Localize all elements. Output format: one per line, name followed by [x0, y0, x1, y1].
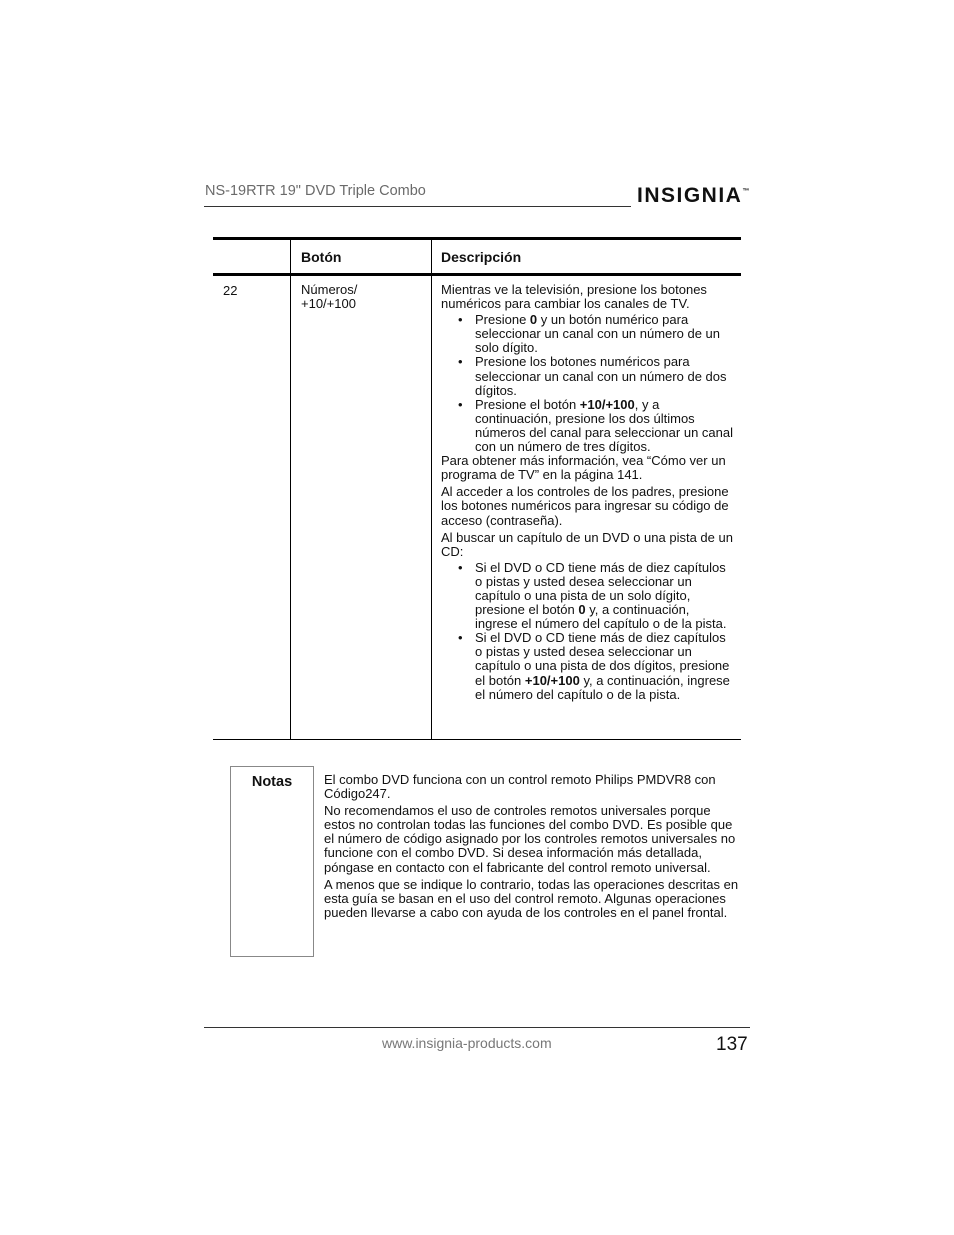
row-description [432, 276, 741, 739]
table-bottom-rule [213, 739, 741, 740]
notes-label: Notas [230, 766, 314, 957]
bullet-text: Presione el botón [475, 396, 580, 412]
page-number: 137 [716, 1034, 748, 1055]
description-intro: Mientras ve la televisión, presione los botones numéricos para cambiar los canales de TV. [441, 282, 707, 312]
button-description-table [213, 237, 741, 740]
bullet-text: y un botón numérico para seleccionar un canal con un número de un solo dígito. [475, 312, 720, 356]
description-search: Al buscar un capítulo de un DVD o una pista de un CD: [441, 529, 733, 559]
logo-trademark: ™ [742, 188, 750, 195]
row-number: 22 [213, 276, 291, 739]
button-name-line2: +10/+100 [301, 296, 356, 311]
insignia-logo [637, 184, 749, 208]
bullet-bold: +10/+100 [579, 396, 635, 412]
table-row [213, 276, 741, 739]
bullet-bold: +10/+100 [524, 672, 580, 688]
footer-url: www.insignia-products.com [382, 1035, 552, 1051]
bullet-text: , y a continuación, presione los dos últimos números del canal para seleccionar un canal con un número de tres dígitos. [475, 396, 733, 455]
notes-text [324, 773, 744, 923]
header-title: NS-19RTR 19" DVD Triple Combo [205, 183, 426, 199]
list-item [475, 398, 733, 454]
list-item: • Presione los botones numéricos para seleccionar un canal con un número de dos dígitos. [475, 355, 733, 397]
header-rule [204, 206, 631, 207]
description-more-info: Para obtener más información, vea “Cómo ver un programa de TV” en la página 141. [441, 453, 726, 483]
list-item [475, 631, 733, 701]
column-header-number [213, 240, 291, 273]
notes-box [230, 766, 740, 957]
list-item [475, 313, 733, 355]
bullet-bold: 0 [529, 312, 538, 328]
bullet-text: Presione [475, 312, 530, 328]
column-header-button: Botón [291, 240, 432, 273]
channel-bullet-list [441, 313, 733, 454]
list-item [475, 561, 733, 631]
row-button-name [291, 276, 432, 739]
table-header-row [213, 240, 741, 273]
note-paragraph: No recomendamos el uso de controles remotos universales porque estos no controlan todas las funciones del combo DVD. Es posible que el número de código asignado por los controles remotos universales no funcione con el combo DVD. Si desea información más detallada, póngase en contacto con el fabricante del control remoto universal. [324, 803, 736, 875]
bullet-text: Si el DVD o CD tiene más de diez capítulos o pistas y usted desea seleccionar un capítulo o una pista de un solo dígito, presione el botón [475, 559, 726, 618]
chapter-bullet-list [441, 561, 733, 702]
bullet-text: y, a continuación, ingrese el número del capítulo o de la pista. [475, 602, 727, 632]
note-paragraph: El combo DVD funciona con un control remoto Philips PMDVR8 con Código247. [324, 772, 716, 802]
bullet-text: y, a continuación, ingrese el número del capítulo o de la pista. [475, 672, 730, 702]
bullet-text: Si el DVD o CD tiene más de diez capítulos o pistas y usted desea seleccionar un capítulo o una pista de dos dígitos, presione el botón [475, 630, 730, 688]
footer-rule [204, 1027, 750, 1028]
note-paragraph: A menos que se indique lo contrario, todas las operaciones descritas en esta guía se basan en el uso del control remoto. Algunas operaciones pueden llevarse a cabo con ayuda de los controles en el panel frontal. [324, 876, 739, 920]
column-header-description: Descripción [441, 249, 522, 265]
description-parental: Al acceder a los controles de los padres, presione los botones numéricos para ingresar su código de acceso (contraseña). [441, 484, 729, 528]
button-name-line1: Números/ [301, 282, 358, 297]
bullet-bold: 0 [578, 602, 586, 618]
logo-text: INSIGNIA [637, 184, 743, 207]
